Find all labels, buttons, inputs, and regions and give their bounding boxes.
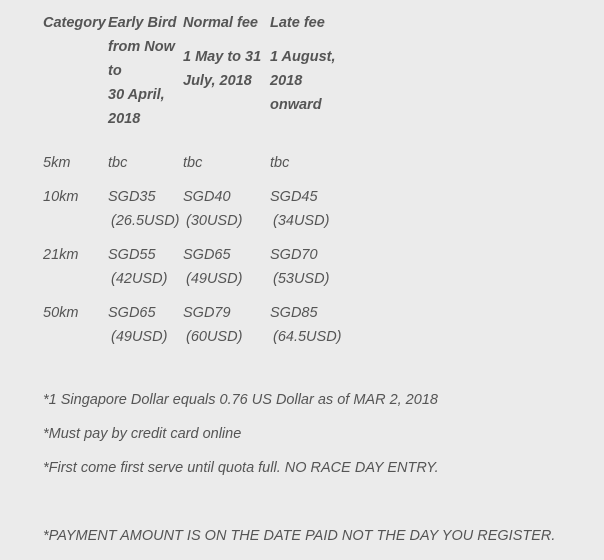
late-fee-sgd: SGD70	[270, 247, 318, 263]
header-category: Category	[43, 15, 106, 31]
early-fee-usd: (49USD)	[111, 329, 168, 345]
early-fee-cell	[108, 243, 167, 291]
normal-fee-cell	[183, 243, 242, 291]
normal-fee-cell	[183, 185, 242, 233]
early-fee-usd: (26.5USD)	[111, 213, 180, 229]
header-late-range-3: onward	[270, 97, 322, 113]
header-early-bird-range-1: from Now	[108, 39, 175, 55]
normal-fee-sgd: SGD65	[183, 247, 231, 263]
early-fee-sgd: SGD55	[108, 247, 156, 263]
header-late-title: Late fee	[270, 15, 325, 31]
late-fee-usd: (53USD)	[273, 271, 330, 287]
header-late-range-1: 1 August,	[270, 49, 336, 65]
early-fee-cell: tbc	[108, 155, 128, 171]
early-fee-sgd: SGD65	[108, 305, 156, 321]
normal-fee-cell	[183, 301, 242, 349]
late-fee-usd: (64.5USD)	[273, 329, 342, 345]
category-cell: 10km	[43, 189, 79, 205]
late-fee-cell	[270, 243, 329, 291]
late-fee-usd: (34USD)	[273, 213, 330, 229]
early-fee-sgd: SGD35	[108, 189, 156, 205]
normal-fee-usd: (49USD)	[186, 271, 243, 287]
late-fee-sgd: SGD85	[270, 305, 318, 321]
header-early-bird-range-4: 2018	[108, 111, 141, 127]
normal-fee-usd: (60USD)	[186, 329, 243, 345]
header-normal-title: Normal fee	[183, 15, 258, 31]
header-early-bird	[108, 11, 177, 131]
note-exchange-rate: *1 Singapore Dollar equals 0.76 US Dollar as of MAR 2, 2018	[43, 392, 438, 408]
normal-fee-cell: tbc	[183, 155, 203, 171]
early-fee-usd: (42USD)	[111, 271, 168, 287]
header-early-bird-title: Early Bird	[108, 15, 177, 31]
category-cell: 50km	[43, 305, 79, 321]
header-normal-range-2: July, 2018	[183, 73, 252, 89]
late-fee-sgd: SGD45	[270, 189, 318, 205]
late-fee-cell: tbc	[270, 155, 290, 171]
header-early-bird-range-2: to	[108, 63, 122, 79]
header-late-fee	[270, 11, 336, 117]
note-payment-method: *Must pay by credit card online	[43, 426, 242, 442]
normal-fee-sgd: SGD79	[183, 305, 231, 321]
early-fee-cell	[108, 185, 180, 233]
late-fee-cell	[270, 185, 329, 233]
header-normal-fee	[183, 11, 261, 93]
note-payment-amount: *PAYMENT AMOUNT IS ON THE DATE PAID NOT THE DAY YOU REGISTER.	[43, 528, 556, 544]
header-normal-range-1: 1 May to 31	[183, 49, 262, 65]
header-early-bird-range-3: 30 April,	[108, 87, 165, 103]
normal-fee-sgd: SGD40	[183, 189, 231, 205]
category-cell: 5km	[43, 155, 71, 171]
header-late-range-2: 2018	[270, 73, 303, 89]
late-fee-cell	[270, 301, 342, 349]
early-fee-cell	[108, 301, 167, 349]
category-cell: 21km	[43, 247, 79, 263]
normal-fee-usd: (30USD)	[186, 213, 243, 229]
note-quota: *First come first serve until quota full. NO RACE DAY ENTRY.	[43, 460, 439, 476]
